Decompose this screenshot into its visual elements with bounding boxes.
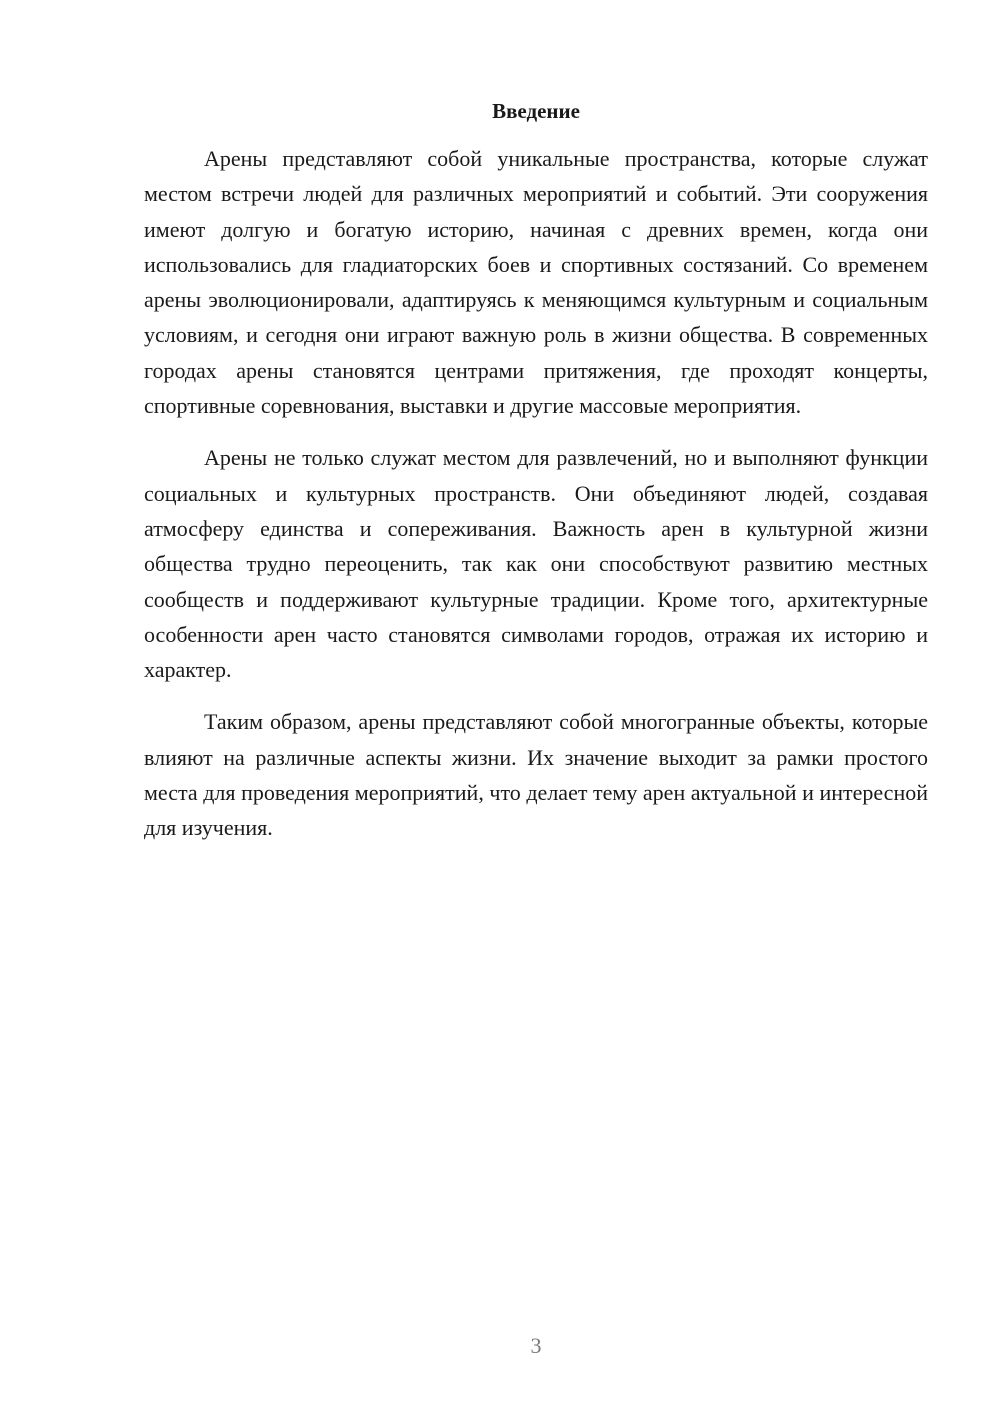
- page-number: 3: [530, 1333, 542, 1358]
- paragraph-2: Арены не только служат местом для развлечений, но и выполняют функции социальных и культурных пространств. Они объединяют людей, создавая атмосферу единства и сопереживания. Важность арен в культурной жизни общества трудно переоценить, так как они способствуют развитию местных сообществ и поддерживают культурные традиции. Кроме того, архитектурные особенности арен часто становятся символами городов, отражая их историю и характер.: [144, 445, 928, 683]
- paragraph-1: Арены представляют собой уникальные пространства, которые служат местом встречи людей для различных мероприятий и событий. Эти сооружения имеют долгую и богатую историю, начиная с древних времен, когда они использовались для гладиаторских боев и спортивных состязаний. Со временем арены эволюционировали, адаптируясь к меняющимся культурным и социальным условиям, и сегодня они играют важную роль в жизни общества. В современных городах арены становятся центрами притяжения, где проходят концерты, спортивные соревнования, выставки и другие массовые мероприятия.: [144, 146, 928, 419]
- section-title: Введение: [492, 99, 580, 123]
- page-content: [144, 95, 928, 863]
- paragraph-3: Таким образом, арены представляют собой многогранные объекты, которые влияют на различные аспекты жизни. Их значение выходит за рамки простого места для проведения мероприятий, что делает тему арен актуальной и интересной для изучения.: [144, 709, 928, 841]
